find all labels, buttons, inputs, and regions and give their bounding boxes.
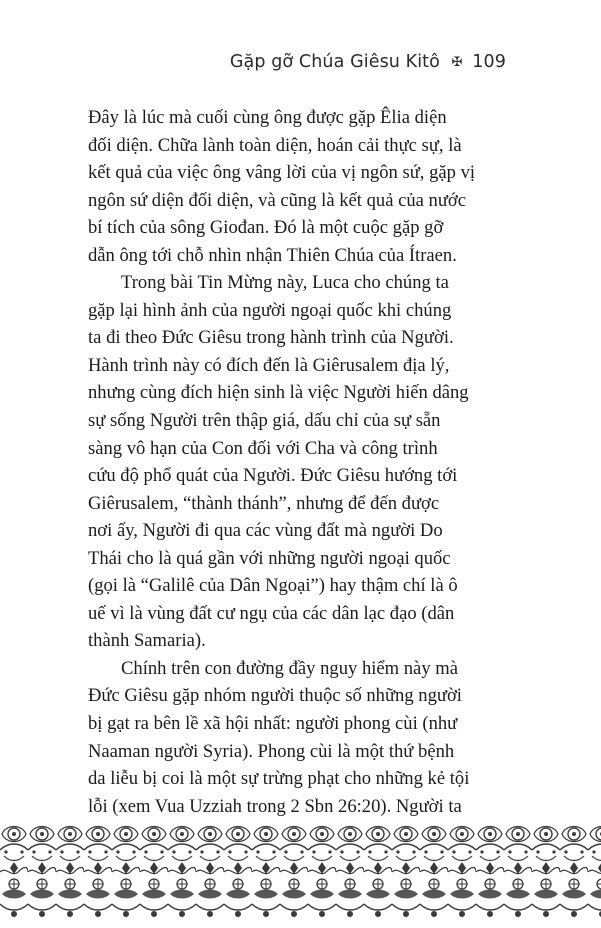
text-line: uế vì là vùng đất cư ngụ của các dân lạc đạo (dân [88,602,455,624]
text-line: Giêrusalem, “thành thánh”, nhưng để đến được [88,492,440,514]
text-line: Hành trình này có đích đến là Giêrusalem địa lý, [88,354,450,376]
text-line: Trong bài Tin Mừng này, Luca cho chúng ta [121,272,449,294]
text-line: Thái cho là quá gần với những người ngoại quốc [88,547,451,569]
text-line: dẫn ông tới chỗ nhìn nhận Thiên Chúa của Ítraen. [88,244,457,266]
text-line: Naaman người Syria). Phong cùi là một thứ bệnh [88,740,455,762]
paragraph-1 [88,104,506,269]
body-text [88,104,506,848]
text-line: kết quả của việc ông vâng lời của vị ngôn sứ, gặp vị [88,162,476,184]
text-line: cứu độ phổ quát của Người. Đức Giêsu hướng tới [88,465,458,487]
text-line: sàng vô hạn của Con đối với Cha và công trình [88,437,438,459]
text-line: gặp lại hình ảnh của người ngoại quốc khi chúng [88,299,452,321]
text-line: nhưng cùng đích hiện sinh là việc Người hiến dâng [88,382,469,404]
text-line: nơi ấy, Người đi qua các vùng đất mà người Do [88,520,443,542]
cross-ornament-icon: ✠ [451,55,463,70]
text-line: Đây là lúc mà cuối cùng ông được gặp Êlia diện [88,107,447,128]
text-line: sự sống Người trên thập giá, dấu chỉ của sự sẵn [88,410,441,432]
text-line: đối diện. Chữa lành toàn diện, hoán cải thực sự, là [88,134,462,156]
text-line: bí tích của sông Giođan. Đó là một cuộc gặp gỡ [88,217,444,239]
text-line: ngôn sứ diện đối diện, và cũng là kết quả của nước [88,189,467,211]
page-number: 109 [472,52,506,72]
text-line: Chính trên con đường đầy nguy hiểm này mà [121,657,458,679]
floral-swirl-border-icon [0,824,601,923]
running-header [0,52,506,72]
text-line: da liễu bị coi là một sự trừng phạt cho những kẻ tội [88,768,470,790]
text-line: thành Samaria). [88,630,206,652]
text-line: lỗi (xem Vua Uzziah trong 2 Sbn 26:20). Người ta [88,795,462,817]
floral-border [0,822,601,923]
running-title: Gặp gỡ Chúa Giêsu Kitô [229,52,440,72]
text-line: Đức Giêsu gặp nhóm người thuộc số những người [88,685,462,707]
paragraph-2 [88,269,506,655]
text-line: (gọi là “Galilê của Dân Ngoại”) hay thậm chí là ô [88,575,458,597]
text-line: bị gạt ra bên lề xã hội nhất: người phong cùi (như [88,713,458,735]
text-line: ta đi theo Đức Giêsu trong hành trình của Người. [88,327,454,349]
paragraph-3 [88,655,506,848]
